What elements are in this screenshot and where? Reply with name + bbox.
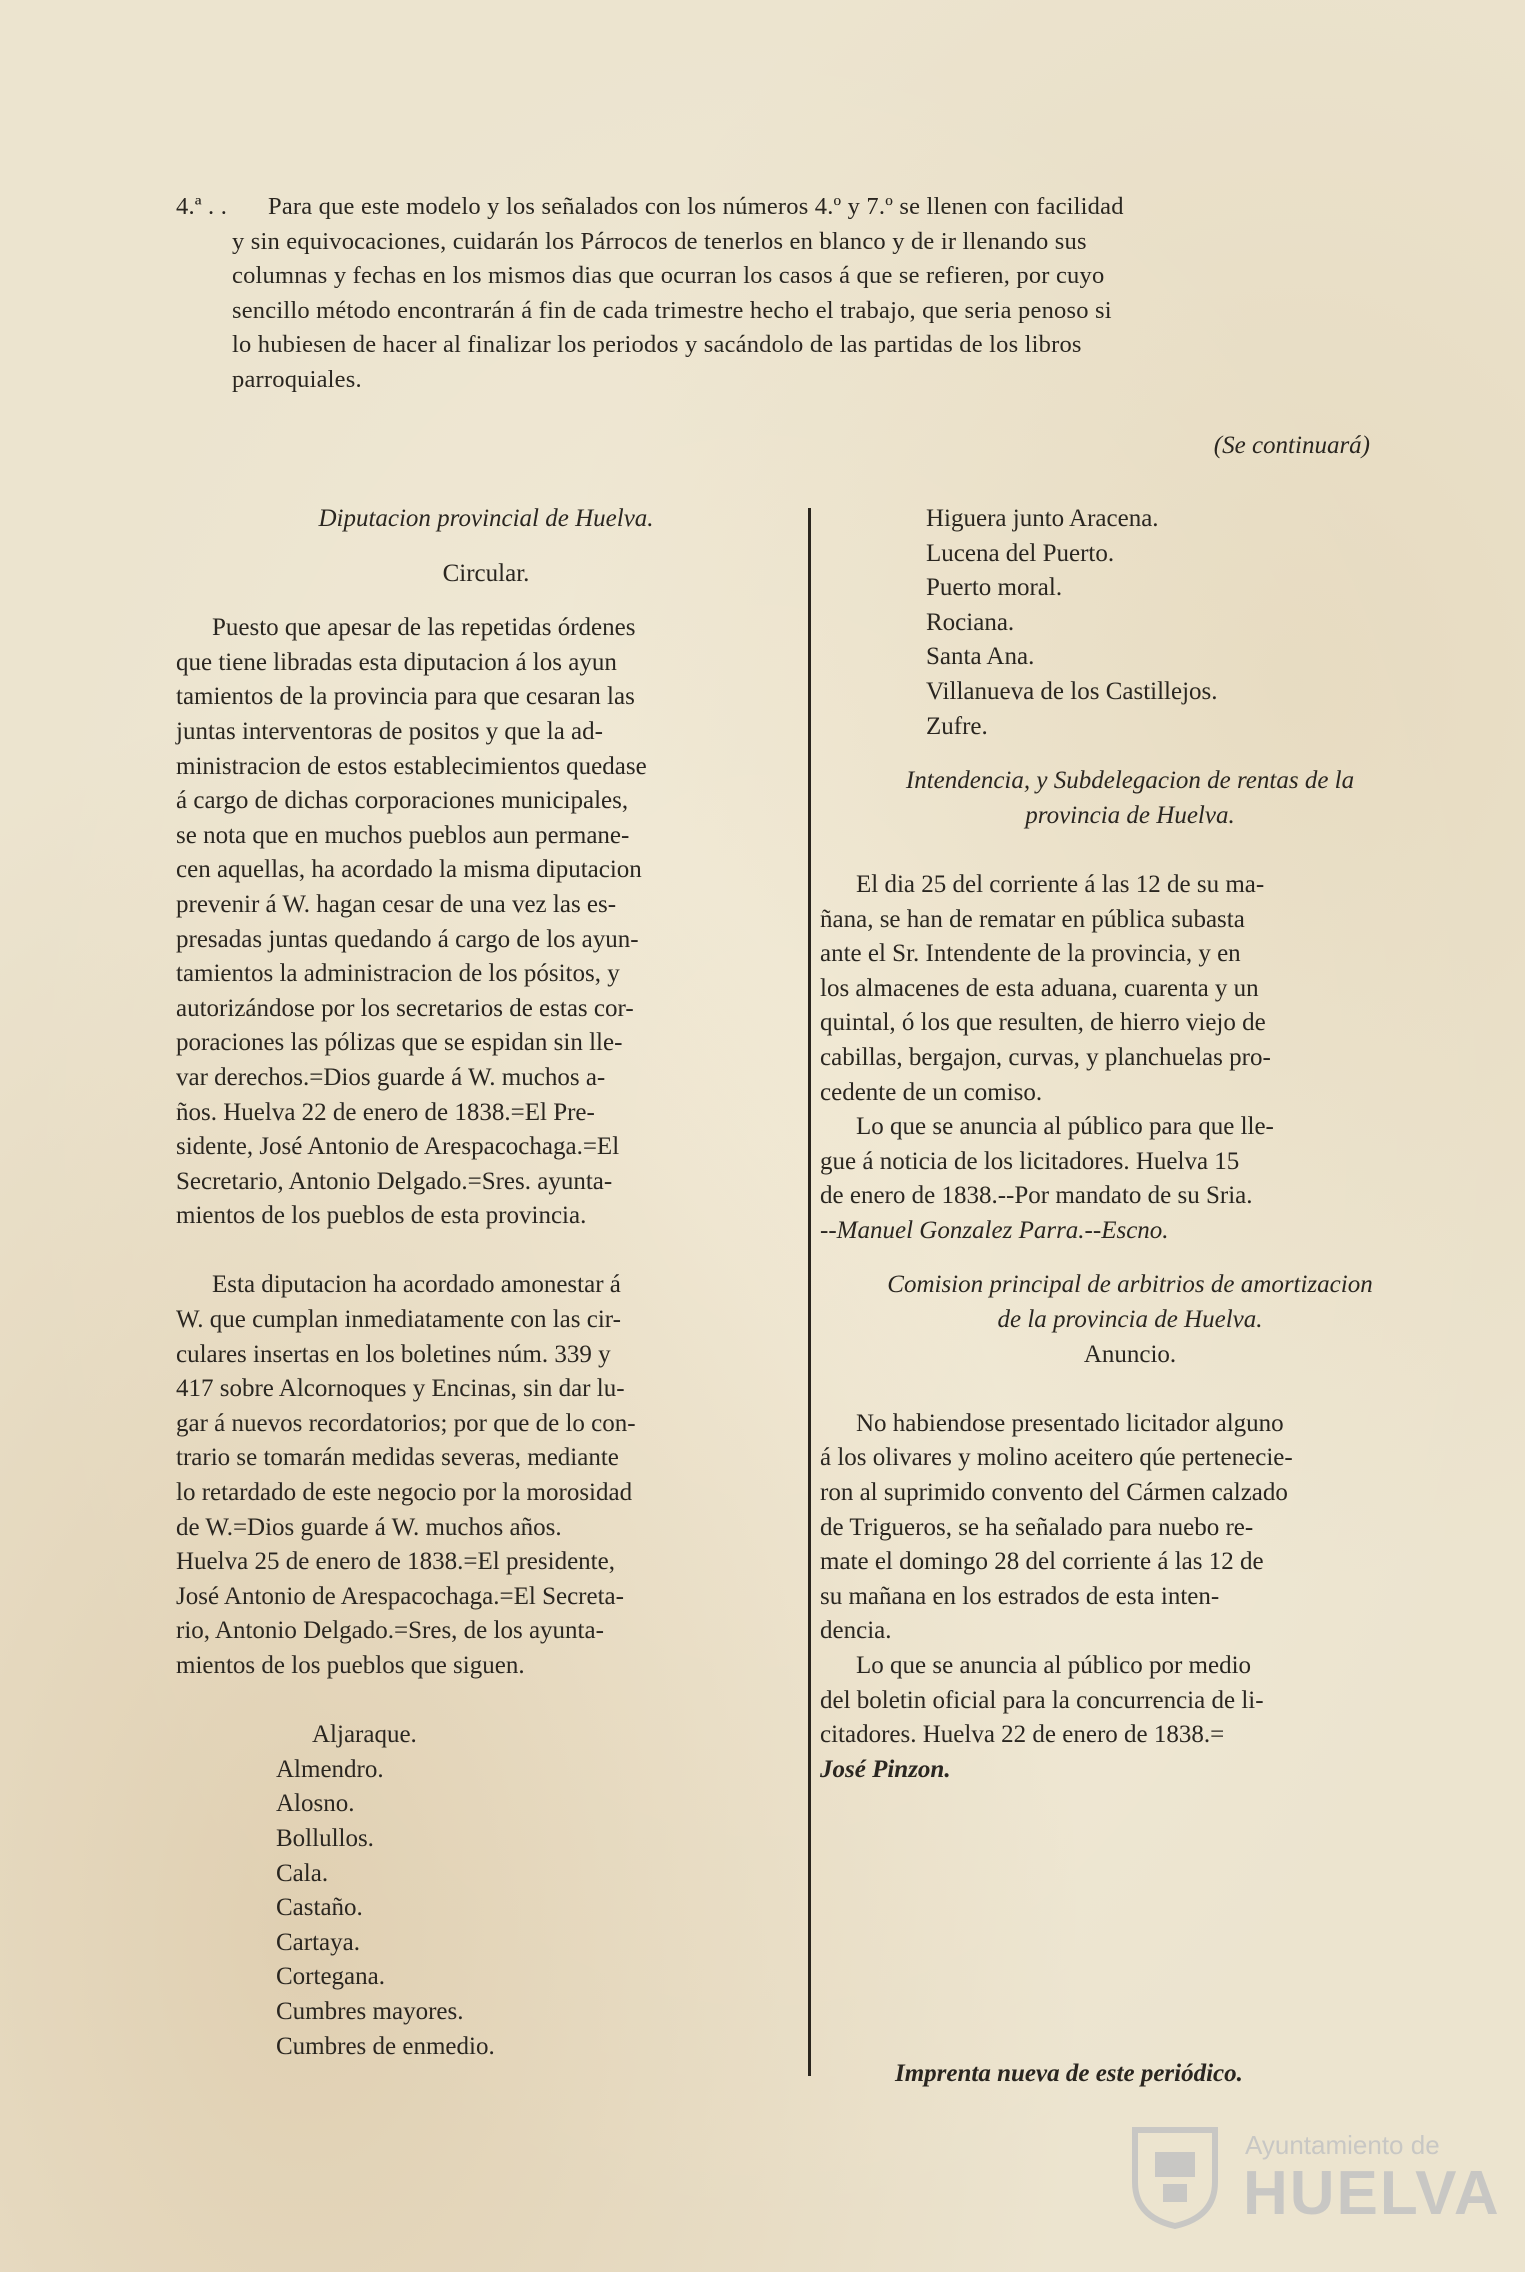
paragraph-number: 4.ª . .	[176, 193, 228, 220]
top-line: sencillo método encontrarán á fin de cada trimestre hecho el trabajo, que seria penoso si	[232, 296, 1112, 324]
text-line: Puesto que apesar de las repetidas órdenes	[212, 614, 636, 642]
text-line: gar á nuevos recordatorios; por que de lo con-	[176, 1409, 636, 1437]
municipal-shield-icon	[1125, 2122, 1225, 2230]
top-line: parroquiales.	[232, 365, 362, 393]
text-line: quintal, ó los que resulten, de hierro viejo de	[820, 1009, 1266, 1037]
text-line: culares insertas en los boletines núm. 339 y	[176, 1340, 611, 1368]
town-name: Bollullos.	[276, 1824, 374, 1852]
section-subheading: Circular.	[442, 559, 530, 587]
text-line: Secretario, Antonio Delgado.=Sres. ayunta-	[176, 1167, 613, 1195]
text-line: mate el domingo 28 del corriente á las 12 de	[820, 1548, 1264, 1576]
section-heading: Comision principal de arbitrios de amortizacion	[887, 1271, 1373, 1299]
text-line: dencia.	[820, 1617, 892, 1645]
continuation-note: (Se continuará)	[1213, 432, 1370, 459]
text-line: lo retardado de este negocio por la morosidad	[176, 1479, 633, 1507]
text-line: Huelva 25 de enero de 1838.=El presidente,	[176, 1548, 615, 1576]
text-line: los almacenes de esta aduana, cuarenta y un	[820, 974, 1259, 1002]
section-subheading: Anuncio.	[1083, 1340, 1177, 1368]
intendencia-section	[820, 764, 1440, 1248]
text-line: mientos de los pueblos que siguen.	[176, 1652, 525, 1679]
town-list-left	[176, 1718, 796, 2064]
town-name: Aljaraque.	[312, 1721, 417, 1749]
text-line: José Pinzon.	[820, 1755, 951, 1783]
text-line: de Trigueros, se ha señalado para nuebo re-	[820, 1513, 1254, 1541]
text-line: poraciones las pólizas que se espidan sin lle-	[176, 1029, 623, 1057]
circular-paragraph-2	[176, 1268, 796, 1683]
watermark-title: HUELVA	[1243, 2159, 1501, 2228]
text-line: del boletin oficial para la concurrencia de li-	[820, 1686, 1264, 1714]
text-line: José Antonio de Arespacochaga.=El Secreta-	[176, 1582, 624, 1610]
section-heading: Diputacion provincial de Huelva.	[318, 505, 654, 532]
watermark-caption: Ayuntamiento de	[1245, 2130, 1440, 2160]
text-line: tamientos de la provincia para que cesaran las	[176, 683, 635, 711]
municipal-watermark	[1125, 2122, 1501, 2232]
section-heading: provincia de Huelva.	[1025, 801, 1235, 829]
top-line: columnas y fechas en los mismos dias que ocurran los casos á que se refieren, por cuyo	[232, 262, 1105, 289]
text-line: --Manuel Gonzalez Parra.--Escno.	[820, 1216, 1169, 1244]
town-name: Higuera junto Aracena.	[926, 505, 1159, 532]
text-line: presadas juntas quedando á cargo de los ayun-	[176, 925, 639, 953]
text-line: ron al suprimido convento del Cármen calzado	[820, 1479, 1288, 1507]
text-line: ministracion de estos establecimientos quedase	[176, 752, 647, 780]
town-name: Zufre.	[926, 712, 988, 740]
text-line: 417 sobre Alcornoques y Encinas, sin dar lu-	[176, 1375, 625, 1403]
right-column	[820, 502, 1440, 1787]
top-line: lo hubiesen de hacer al finalizar los periodos y sacándolo de las partidas de los libros	[232, 331, 1082, 358]
town-name: Cala.	[276, 1859, 329, 1887]
printer-credit: Imprenta nueva de este periódico.	[895, 2060, 1243, 2087]
top-line: y sin equivocaciones, cuidarán los Párrocos de tenerlos en blanco y de ir llenando sus	[232, 227, 1087, 255]
text-line: su mañana en los estrados de esta inten-	[820, 1582, 1220, 1610]
text-line: var derechos.=Dios guarde á W. muchos a-	[176, 1063, 606, 1091]
text-line: sidente, José Antonio de Arespacochaga.=El	[176, 1133, 620, 1161]
section-heading: de la provincia de Huelva.	[997, 1306, 1263, 1334]
text-line: citadores. Huelva 22 de enero de 1838.=	[820, 1721, 1225, 1749]
text-line: trario se tomarán medidas severas, mediante	[176, 1444, 619, 1472]
top-paragraph	[176, 190, 1446, 397]
town-name: Cortegana.	[276, 1963, 385, 1991]
town-name: Villanueva de los Castillejos.	[926, 677, 1218, 705]
text-line: Esta diputacion ha acordado amonestar á	[212, 1271, 621, 1299]
top-line: Para que este modelo y los señalados con los números 4.º y 7.º se llenen con facilidad	[268, 193, 1124, 220]
text-line: juntas interventoras de positos y que la ad-	[176, 717, 603, 745]
text-line: El dia 25 del corriente á las 12 de su ma-	[856, 870, 1265, 898]
text-line: cedente de un comiso.	[820, 1078, 1043, 1106]
text-line: ños. Huelva 22 de enero de 1838.=El Pre-	[176, 1098, 595, 1126]
text-line: de enero de 1838.--Por mandato de su Sria.	[820, 1182, 1253, 1210]
town-name: Cumbres de enmedio.	[276, 2032, 495, 2060]
text-line: ñana, se han de rematar en pública subasta	[820, 905, 1245, 933]
town-name: Lucena del Puerto.	[926, 539, 1115, 567]
text-line: se nota que en muchos pueblos aun permane-	[176, 821, 630, 849]
circular-paragraph-1	[176, 611, 796, 1234]
section-heading: Intendencia, y Subdelegacion de rentas de la	[905, 767, 1355, 795]
text-line: mientos de los pueblos de esta provincia.	[176, 1202, 587, 1230]
town-name: Cumbres mayores.	[276, 1997, 464, 2025]
text-line: de W.=Dios guarde á W. muchos años.	[176, 1513, 562, 1541]
text-line: á los olivares y molino aceitero qúe pertenecie-	[820, 1444, 1293, 1472]
text-line: gue á noticia de los licitadores. Huelva 15	[820, 1147, 1240, 1175]
town-name: Santa Ana.	[926, 643, 1035, 671]
text-line: No habiendose presentado licitador alguno	[856, 1409, 1284, 1437]
text-line: Lo que se anuncia al público para que lle-	[856, 1113, 1274, 1141]
text-line: tamientos la administracion de los pósitos, y	[176, 960, 620, 988]
text-line: cen aquellas, ha acordado la misma diputacion	[176, 856, 642, 884]
text-line: autorizándose por los secretarios de estas cor-	[176, 994, 634, 1022]
text-line: ante el Sr. Intendente de la provincia, y en	[820, 940, 1241, 968]
town-name: Castaño.	[276, 1894, 363, 1922]
text-line: cabillas, bergajon, curvas, y planchuelas pro-	[820, 1043, 1271, 1071]
left-column	[176, 502, 796, 2064]
text-line: á cargo de dichas corporaciones municipales,	[176, 787, 629, 815]
town-list-right	[820, 502, 1440, 744]
town-name: Alosno.	[276, 1790, 355, 1818]
town-name: Almendro.	[276, 1755, 384, 1783]
text-line: que tiene libradas esta diputacion á los ayun	[176, 648, 617, 676]
column-divider	[808, 508, 811, 2076]
town-name: Rociana.	[926, 608, 1015, 636]
town-name: Puerto moral.	[926, 574, 1063, 602]
text-line: prevenir á W. hagan cesar de una vez las es-	[176, 890, 617, 918]
comision-section	[820, 1268, 1440, 1787]
town-name: Cartaya.	[276, 1928, 360, 1956]
text-line: Lo que se anuncia al público por medio	[856, 1652, 1252, 1679]
text-line: W. que cumplan inmediatamente con las cir-	[176, 1306, 621, 1334]
text-line: rio, Antonio Delgado.=Sres, de los ayunta-	[176, 1617, 604, 1645]
